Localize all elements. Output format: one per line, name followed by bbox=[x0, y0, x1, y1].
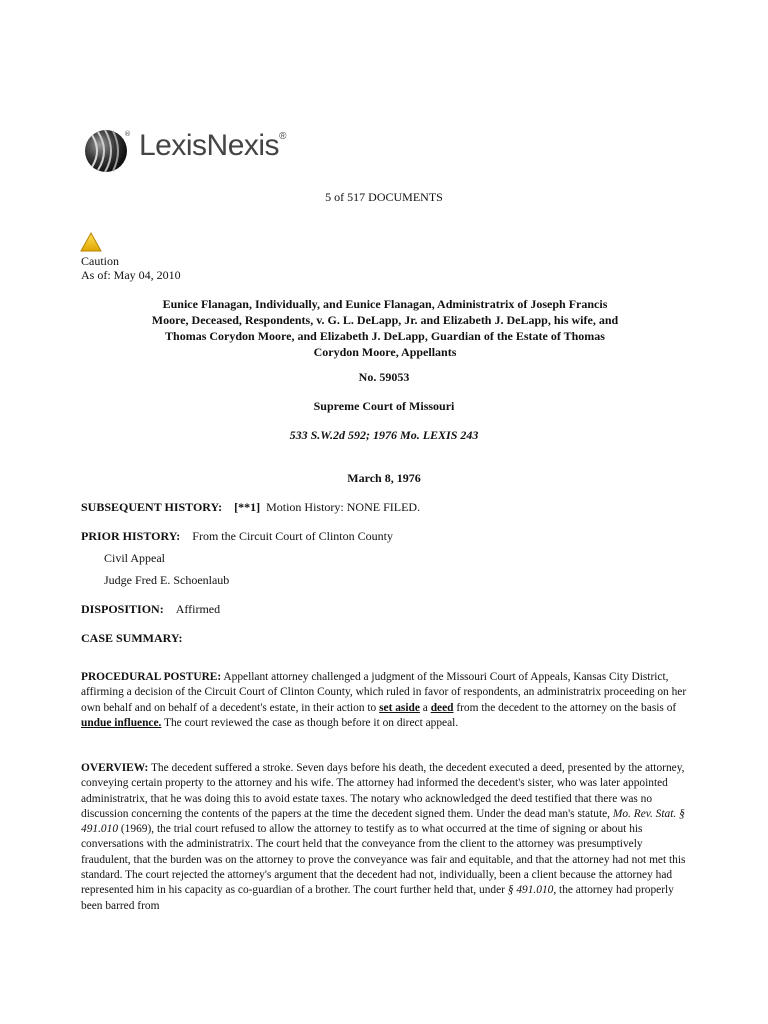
citation: 533 S.W.2d 592; 1976 Mo. LEXIS 243 bbox=[289, 428, 479, 442]
svg-text:®: ® bbox=[124, 130, 131, 138]
overview-label: OVERVIEW: bbox=[81, 762, 149, 774]
prior-history-label: PRIOR HISTORY: bbox=[81, 529, 181, 543]
term-link-set-aside[interactable]: set aside bbox=[379, 701, 420, 714]
prior-history-civil-appeal: Civil Appeal bbox=[104, 551, 165, 565]
case-title: Eunice Flanagan, Individually, and Eunice Flanagan, Administratrix of Joseph Francis Moore, Deceased, Respondents, v. G. L. DeLapp, Jr. and Elizabeth J. DeLapp, his wife, and Thomas Corydon Moore, and Elizabeth J. DeLapp, Guardian of the Estate of Thomas Corydon Moore, Appellants bbox=[151, 297, 619, 359]
caution-label: Caution bbox=[81, 254, 119, 268]
procedural-posture-text: Appellant attorney challenged a judgment of the Missouri Court of Appeals, Kansas City District, affirming a decision of the Circuit Court of Clinton County, which ruled in favor of respondents, an administratrix proceeding on her own behalf and on behalf of a decedent's estate, in their action to bbox=[81, 671, 687, 714]
procedural-posture-paragraph bbox=[81, 670, 688, 731]
term-link-undue-influence[interactable]: undue influence. bbox=[81, 716, 162, 729]
as-of-date: As of: May 04, 2010 bbox=[81, 268, 181, 282]
logo-wordmark: LexisNexis bbox=[139, 129, 280, 162]
procedural-posture-label: PROCEDURAL POSTURE: bbox=[81, 671, 222, 683]
page-marker: [**1] bbox=[234, 500, 261, 514]
statute-citation[interactable]: § 491.010 bbox=[507, 884, 554, 897]
caution-triangle-icon bbox=[80, 232, 102, 252]
procedural-posture-text: from the decedent to the attorney on the basis of bbox=[453, 701, 677, 714]
procedural-posture-text: The court reviewed the case as though before it on direct appeal. bbox=[161, 716, 459, 729]
overview-text: The decedent suffered a stroke. Seven days before his death, the decedent executed a deed, presented by the attorney, conveying certain property to the attorney and his wife. The attorney had informed the decedent's sister, who was later appointed administratrix, that he was doing this to avoid estate taxes. The notary who acknowledged the deed testified that there was no discussion concerning the contents of the papers at the time the decedent signed them. Under the dead man's statute, bbox=[81, 762, 685, 820]
prior-history-judge: Judge Fred E. Schoenlaub bbox=[104, 573, 230, 587]
subsequent-history-label: SUBSEQUENT HISTORY: bbox=[81, 500, 223, 514]
prior-history-value: From the Circuit Court of Clinton County bbox=[192, 529, 393, 543]
case-number: No. 59053 bbox=[358, 370, 410, 384]
case-summary-label: CASE SUMMARY: bbox=[81, 631, 183, 645]
disposition-value: Affirmed bbox=[175, 602, 221, 616]
subsequent-history-value: Motion History: NONE FILED. bbox=[266, 500, 421, 514]
decision-date: March 8, 1976 bbox=[347, 471, 421, 485]
overview-text: , the attorney had properly been barred from bbox=[81, 884, 674, 912]
subsequent-history bbox=[81, 500, 420, 515]
overview-text: (1969), the trial court refused to allow the attorney to testify as to what occurred at the time of signing or about his conversations with the administratrix. The court held that the conveyance from the client to the attorney was presumptively fraudulent, that the burden was on the attorney to prove the conveyance was fair and equitable, and that the attorney had not met this standard. The court rejected the attorney's argument that the decedent had not, individually, been a client because the attorney had represented him in his capacity as co-guardian of a brother. The court further held that, under bbox=[81, 823, 686, 897]
term-link-deed[interactable]: deed bbox=[430, 701, 454, 714]
logo-registered-mark: ® bbox=[279, 131, 286, 142]
lexisnexis-globe-icon bbox=[84, 127, 132, 175]
overview-paragraph bbox=[81, 761, 688, 914]
procedural-posture-text: a bbox=[419, 701, 431, 714]
lexisnexis-logo bbox=[84, 125, 299, 175]
disposition-label: DISPOSITION: bbox=[81, 602, 164, 616]
documents-count: 5 of 517 DOCUMENTS bbox=[325, 190, 443, 204]
disposition bbox=[81, 602, 220, 617]
prior-history bbox=[81, 529, 393, 544]
case-summary-heading bbox=[81, 631, 182, 646]
statute-citation[interactable]: Mo. Rev. Stat. § 491.010 bbox=[81, 807, 685, 836]
court-name: Supreme Court of Missouri bbox=[313, 399, 455, 413]
